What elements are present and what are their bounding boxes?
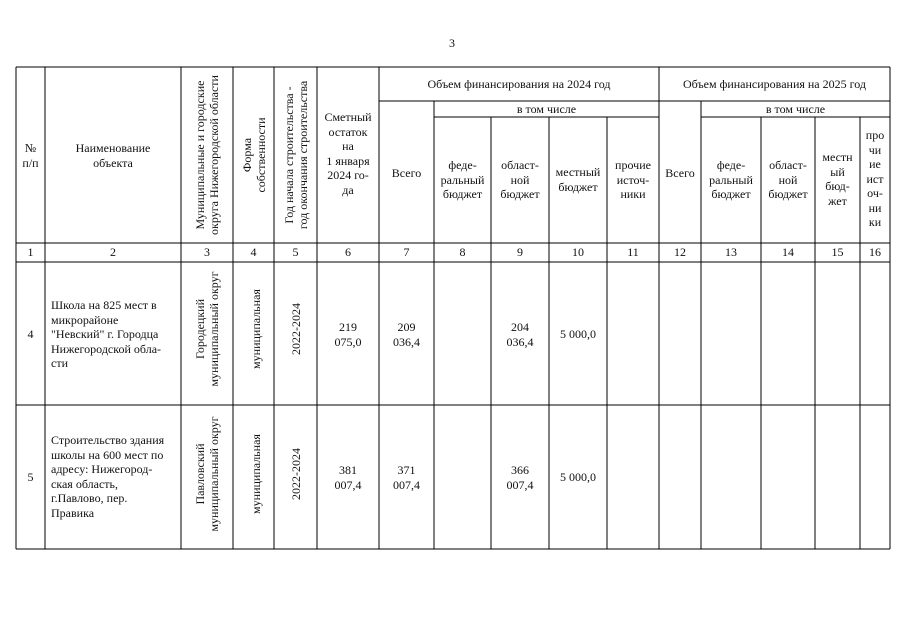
column-number: 6 [345,245,351,259]
row-mest-2024: 5 000,0 [560,327,596,341]
header-group-2025: Объем финансирования на 2025 год [682,77,867,91]
column-number: 13 [725,245,737,259]
row-forma: муниципальная [249,289,263,369]
row-okrug: Городецкий муниципальный округ [193,271,221,387]
header-mest-2024: местный бюджет [555,165,601,194]
column-number: 8 [459,245,466,259]
column-number: 3 [204,245,210,259]
header-fed-2024: феде- ральный бюджет [440,158,485,201]
row-number: 5 [27,470,34,484]
row-smet: 219 075,0 [334,320,362,349]
column-number: 2 [110,245,116,259]
column-number: 12 [674,245,686,259]
header-proch-2025: про чи ие ист оч- ни ки [865,128,885,229]
page-number: 3 [449,36,455,50]
column-number: 4 [250,245,257,259]
row-object-name: Строительство здания школы на 600 мест по адресу: Нижегород- ская область, г.Павлово, пер. Правика [51,433,165,520]
column-number: 7 [403,245,410,259]
row-obl-2024: 204 036,4 [506,320,534,349]
header-vtom-2025: в том числе [765,102,826,116]
row-years: 2022-2024 [289,448,303,500]
row-okrug: Павловский муниципальный округ [193,416,221,532]
row-total-2024: 371 007,4 [393,463,420,492]
header-mest-2025: местн ый бюд- жет [822,150,853,208]
column-number: 11 [627,245,639,259]
column-number: 1 [27,245,34,259]
header-obl-2025: област- ной бюджет [768,158,808,201]
header-years: Год начала строительства - год окончания строительства [282,80,310,230]
column-number: 16 [869,245,881,259]
row-object-name: Школа на 825 мест в микрорайоне "Невский" г. Городца Нижегородской обла- сти [51,298,162,370]
header-group-2024: Объем финансирования на 2024 год [427,77,611,91]
column-number: 14 [782,245,794,259]
column-number: 10 [572,245,584,259]
header-smet: Сметный остаток на 1 января 2024 го- да [324,110,372,197]
header-obl-2024: област- ной бюджет [500,158,540,201]
column-number: 15 [831,245,844,259]
row-number: 4 [27,327,34,341]
header-num: № п/п [22,141,39,170]
header-name: Наименование объекта [75,141,151,170]
row-smet: 381 007,4 [334,463,362,492]
row-obl-2024: 366 007,4 [506,463,534,492]
column-number: 9 [517,245,523,259]
row-years: 2022-2024 [289,303,303,355]
header-vtom-2024: в том числе [516,102,577,116]
row-forma: муниципальная [249,434,263,514]
header-fed-2025: феде- ральный бюджет [709,158,753,201]
header-total-2025: Всего [665,166,695,180]
column-number: 5 [292,245,299,259]
header-okrug: Муниципальные и городские округа Нижегородской области [193,75,221,235]
row-total-2024: 209 036,4 [393,320,420,349]
header-forma: Форма собственности [240,117,268,193]
row-mest-2024: 5 000,0 [560,470,596,484]
header-proch-2024: прочие источ- ники [615,158,651,201]
header-total-2024: Всего [391,166,422,180]
